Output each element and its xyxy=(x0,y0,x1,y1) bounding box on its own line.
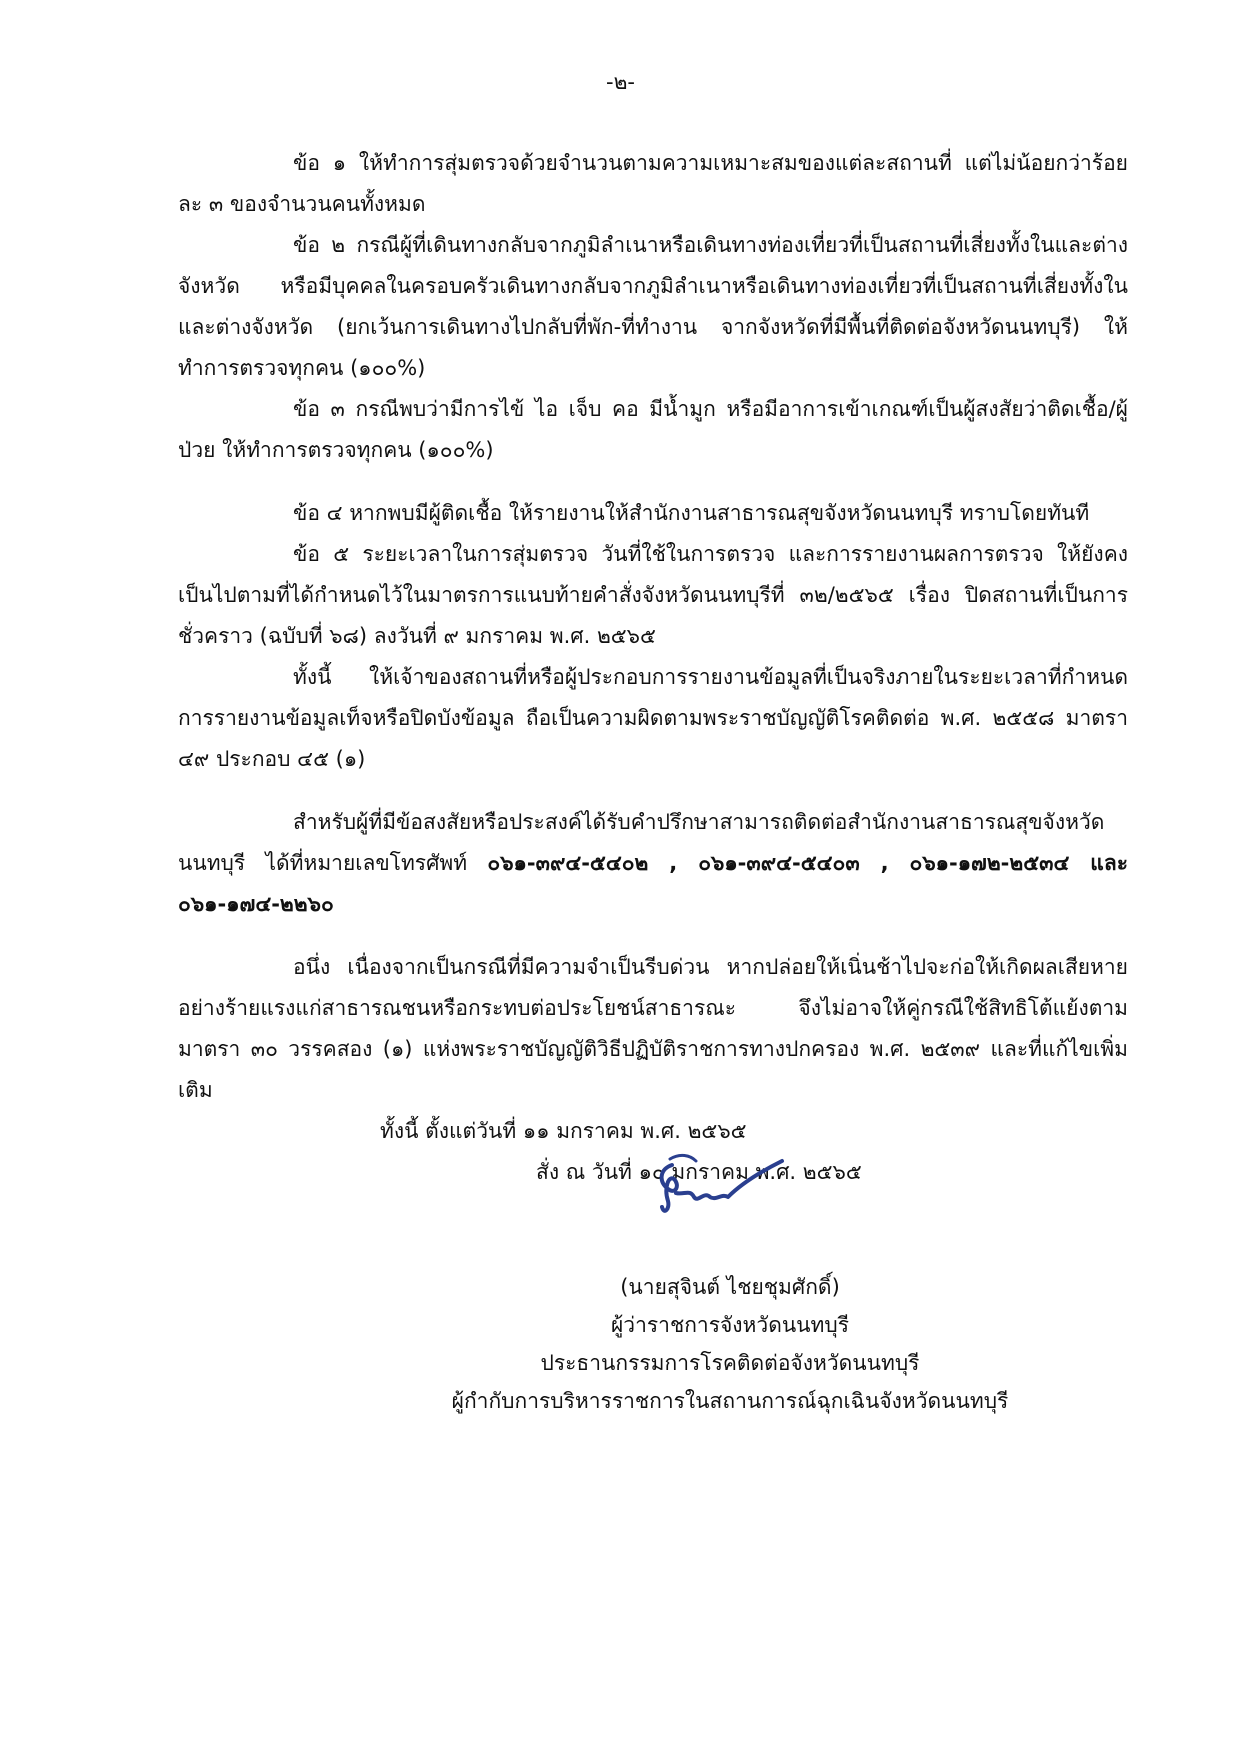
clause-3: ข้อ ๓ กรณีพบว่ามีการไข้ ไอ เจ็บ คอ มีน้ำมูก หรือมีอาการเข้าเกณฑ์เป็นผู้สงสัยว่าติดเชื้อ/ผู้ป่วย ให้ทำการตรวจทุกคน (๑๐๐%) xyxy=(178,397,1128,462)
signatory-name: (นายสุจินต์ ไชยชุมศักดิ์) xyxy=(620,1275,840,1299)
urgency-paragraph: อนึ่ง เนื่องจากเป็นกรณีที่มีความจำเป็นรีบด่วน หากปล่อยให้เนิ่นช้าไปจะก่อให้เกิดผลเสียหายอย่างร้ายแรงแก่สาธารณชนหรือกระทบต่อประโยชน์สาธารณะ จึงไม่อาจให้คู่กรณีใช้สิทธิโต้แย้งตามมาตรา ๓๐ วรรคสอง (๑) แห่งพระราชบัญญัติวิธีปฏิบัติราชการทางปกครอง พ.ศ. ๒๕๓๙ และที่แก้ไขเพิ่มเติม xyxy=(178,955,1128,1102)
clause-4: ข้อ ๔ หากพบมีผู้ติดเชื้อ ให้รายงานให้สำนักงานสาธารณสุขจังหวัดนนทบุรี ทราบโดยทันที xyxy=(293,501,1090,525)
signatory-position-2: ประธานกรรมการโรคติดต่อจังหวัดนนทบุรี xyxy=(540,1351,920,1375)
signatory-position-3: ผู้กำกับการบริหารราชการในสถานการณ์ฉุกเฉินจังหวัดนนทบุรี xyxy=(451,1389,1009,1413)
order-date: สั่ง ณ วันที่ ๑๐ มกราคม พ.ศ. ๒๕๖๕ xyxy=(536,1160,862,1184)
contact-text: สำหรับผู้ที่มีข้อสงสัยหรือประสงค์ได้รับคำปรึกษาสามารถติดต่อสำนักงานสาธารณสุขจังหวัดนนทบุรี ได้ที่หมายเลขโทรศัพท์ xyxy=(178,810,1105,875)
signature-accent xyxy=(670,1155,696,1161)
signatory-block xyxy=(410,1268,1050,1420)
contact-phones: ๐๖๑-๓๙๔-๕๔๐๒ , ๐๖๑-๓๙๔-๕๔๐๓ , ๐๖๑-๑๗๒-๒๕๓๔ และ ๐๖๑-๑๗๔-๒๒๖๐ xyxy=(178,851,1128,916)
page-number: -๒- xyxy=(606,70,635,94)
clause-1: ข้อ ๑ ให้ทำการสุ่มตรวจด้วยจำนวนตามความเหมาะสมของแต่ละสถานที่ แต่ไม่น้อยกว่าร้อยละ ๓ ของจำนวนคนทั้งหมด xyxy=(178,151,1128,216)
clause-5: ข้อ ๕ ระยะเวลาในการสุ่มตรวจ วันที่ใช้ในการตรวจ และการรายงานผลการตรวจ ให้ยังคงเป็นไปตามที่ได้กำหนดไว้ในมาตรการแนบท้ายคำสั่งจังหวัดนนทบุรีที่ ๓๒/๒๕๖๕ เรื่อง ปิดสถานที่เป็นการชั่วคราว (ฉบับที่ ๖๘) ลงวันที่ ๙ มกราคม พ.ศ. ๒๕๖๕ xyxy=(178,542,1128,648)
handwritten-signature xyxy=(650,1145,790,1225)
signature-stroke xyxy=(662,1161,782,1211)
effective-date: ทั้งนี้ ตั้งแต่วันที่ ๑๑ มกราคม พ.ศ. ๒๕๖๕ xyxy=(380,1119,747,1143)
clause-2: ข้อ ๒ กรณีผู้ที่เดินทางกลับจากภูมิลำเนาหรือเดินทางท่องเที่ยวที่เป็นสถานที่เสี่ยงทั้งในและต่างจังหวัด หรือมีบุคคลในครอบครัวเดินทางกลับจากภูมิลำเนาหรือเดินทางท่องเที่ยวที่เป็นสถานที่เสี่ยงทั้งในและต่างจังหวัด (ยกเว้นการเดินทางไปกลับที่พัก-ที่ทำงาน จากจังหวัดที่มีพื้นที่ติดต่อจังหวัดนนทบุรี) ให้ทำการตรวจทุกคน (๑๐๐%) xyxy=(178,233,1128,380)
contact-paragraph xyxy=(178,802,1128,925)
reporting-clause: ทั้งนี้ ให้เจ้าของสถานที่หรือผู้ประกอบการรายงานข้อมูลที่เป็นจริงภายในระยะเวลาที่กำหนด การรายงานข้อมูลเท็จหรือปิดบังข้อมูล ถือเป็นความผิดตามพระราชบัญญัติโรคติดต่อ พ.ศ. ๒๕๕๘ มาตรา ๔๙ ประกอบ ๔๕ (๑) xyxy=(178,665,1128,771)
document-body xyxy=(178,143,1128,1193)
signatory-position-1: ผู้ว่าราชการจังหวัดนนทบุรี xyxy=(611,1313,849,1337)
